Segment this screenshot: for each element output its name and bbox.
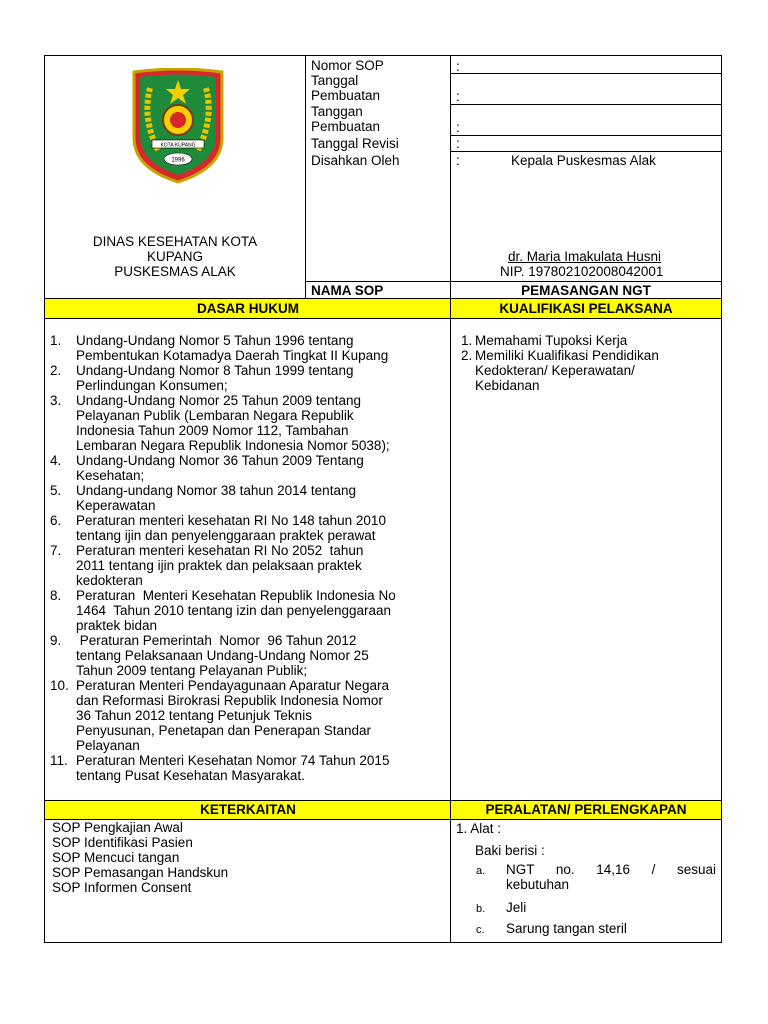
list-item-number: 1. — [461, 333, 473, 348]
nomor-sop-colon: : — [456, 59, 460, 74]
list-item-line: Peraturan Menteri Kesehatan Nomor 74 Tahun 2015 — [76, 753, 390, 768]
disahkan-oleh-label: Disahkan Oleh — [311, 153, 400, 168]
list-item-line: praktek bidan — [76, 618, 158, 633]
kualifikasi-list — [461, 333, 719, 393]
peralatan-item-letter: b. — [476, 903, 486, 915]
list-item-line: Perlindungan Konsumen; — [76, 378, 228, 393]
peralatan-item-letter: c. — [476, 924, 485, 936]
dasar-hukum-list — [50, 333, 450, 783]
baki-label: Baki berisi : — [475, 843, 545, 858]
list-item-number: 3. — [50, 393, 62, 408]
keterkaitan-item: SOP Pengkajian Awal — [52, 820, 183, 835]
list-item-line: 1464 Tahun 2010 tentang izin dan penyelenggaraan — [76, 603, 392, 618]
list-item — [50, 633, 450, 678]
signer-nip: NIP. 197802102008042001 — [500, 264, 664, 279]
list-item-line: tentang ijin dan penyelenggaraan praktek perawat — [76, 528, 376, 543]
list-item-line: Undang-Undang Nomor 25 Tahun 2009 tentang — [76, 393, 361, 408]
list-item-number: 6. — [50, 513, 62, 528]
list-item-line: Memiliki Kualifikasi Pendidikan — [475, 348, 659, 363]
kualifikasi-heading: KUALIFIKASI PELAKSANA — [499, 301, 673, 316]
tanggan-pembuatan-colon: : — [456, 120, 460, 135]
list-item-line: Peraturan menteri kesehatan RI No 2052 tahun — [76, 543, 364, 558]
list-item-line: Peraturan Menteri Kesehatan Republik Indonesia No — [76, 588, 396, 603]
list-item-number: 10. — [50, 678, 69, 693]
list-item — [50, 513, 450, 543]
list-item-line: 36 Tahun 2012 tentang Petunjuk Teknis — [76, 708, 312, 723]
list-item — [50, 483, 450, 513]
list-item-number: 7. — [50, 543, 62, 558]
peralatan-heading: PERALATAN/ PERLENGKAPAN — [485, 802, 687, 817]
list-item-line: Kebidanan — [475, 378, 540, 393]
list-item-line: Peraturan menteri kesehatan RI No 148 tahun 2010 — [76, 513, 386, 528]
list-item-line: tentang Pelaksanaan Undang-Undang Nomor 25 — [76, 648, 369, 663]
list-item — [50, 678, 450, 753]
keterkaitan-list — [52, 820, 228, 895]
tanggal-pembuatan-label2: Pembuatan — [311, 88, 381, 103]
tanggan-pembuatan-label2: Pembuatan — [311, 119, 381, 134]
list-item — [50, 753, 450, 783]
list-item-line: Undang-Undang Nomor 8 Tahun 1999 tentang — [76, 363, 354, 378]
list-item-number: 11. — [50, 753, 68, 768]
nomor-sop-label: Nomor SOP — [311, 58, 384, 73]
tanggal-pembuatan-colon: : — [456, 89, 460, 104]
kota-kupang-logo — [128, 68, 228, 184]
list-item-number: 2. — [50, 363, 62, 378]
list-item-line: 2011 tentang ijin praktek dan pelaksaan praktek — [76, 558, 362, 573]
list-item — [50, 333, 450, 363]
list-item-line: Kesehatan; — [76, 468, 145, 483]
alat-label: 1. Alat : — [456, 821, 502, 836]
peralatan-item: Sarung tangan steril — [506, 921, 627, 936]
list-item-line: tentang Pusat Kesehatan Masyarakat. — [76, 768, 305, 783]
tanggan-pembuatan-label: Tanggan — [311, 104, 363, 119]
list-item-line: Keperawatan — [76, 498, 156, 513]
list-item-number: 1. — [50, 333, 62, 348]
list-item-line: Memahami Tupoksi Kerja — [475, 333, 628, 348]
svg-text:1996: 1996 — [171, 157, 185, 164]
org-name-line3: PUSKESMAS ALAK — [114, 264, 236, 279]
list-item-line: Pelayanan Publik (Lembaran Negara Republik — [76, 408, 354, 423]
list-item — [461, 348, 719, 393]
list-item-line: Penyusunan, Penetapan dan Penerapan Standar — [76, 723, 371, 738]
peralatan-item: Jeli — [506, 900, 527, 915]
list-item — [50, 363, 450, 393]
peralatan-item: NGT no. 14,16 / sesuai — [506, 862, 716, 877]
list-item — [50, 543, 450, 588]
svg-text:KOTA KUPANG: KOTA KUPANG — [160, 142, 196, 149]
disahkan-oleh-value: Kepala Puskesmas Alak — [511, 153, 656, 168]
list-item-line: kedokteran — [76, 573, 143, 588]
list-item-line: Undang-Undang Nomor 5 Tahun 1996 tentang — [76, 333, 354, 348]
keterkaitan-item: SOP Mencuci tangan — [52, 850, 180, 865]
org-name-line1: DINAS KESEHATAN KOTA — [92, 234, 258, 249]
list-item-line: Undang-undang Nomor 38 tahun 2014 tentang — [76, 483, 356, 498]
list-item-line: Pembentukan Kotamadya Daerah Tingkat II Kupang — [76, 348, 389, 363]
tanggal-pembuatan-label: Tanggal — [311, 73, 359, 88]
list-item-line: Lembaran Negara Republik Indonesia Nomor 5038); — [76, 438, 390, 453]
org-name-line2: KUPANG — [146, 249, 203, 264]
list-item-line: Tahun 2009 tentang Pelayanan Publik; — [76, 663, 308, 678]
signer-name: dr. Maria Imakulata Husni — [508, 249, 662, 264]
peralatan-item-letter: a. — [476, 865, 486, 877]
disahkan-oleh-colon: : — [456, 153, 460, 168]
keterkaitan-heading: KETERKAITAN — [200, 802, 296, 817]
list-item-number: 8. — [50, 588, 62, 603]
list-item-line: Kedokteran/ Keperawatan/ — [475, 363, 635, 378]
list-item-line: Indonesia Tahun 2009 Nomor 112, Tambahan — [76, 423, 349, 438]
nama-sop-value: PEMASANGAN NGT — [521, 283, 651, 298]
keterkaitan-item: SOP Identifikasi Pasien — [52, 835, 193, 850]
list-item-number: 5. — [50, 483, 62, 498]
tanggal-revisi-label: Tanggal Revisi — [311, 136, 399, 151]
list-item — [50, 393, 450, 453]
list-item-line: Peraturan Pemerintah Nomor 96 Tahun 2012 — [76, 633, 357, 648]
list-item-number: 9. — [50, 633, 62, 648]
list-item-number: 4. — [50, 453, 62, 468]
dasar-hukum-heading: DASAR HUKUM — [197, 301, 299, 316]
list-item — [50, 588, 450, 633]
keterkaitan-item: SOP Pemasangan Handskun — [52, 865, 229, 880]
list-item-line: Peraturan Menteri Pendayagunaan Aparatur Negara — [76, 678, 389, 693]
list-item-line: dan Reformasi Birokrasi Republik Indonesia Nomor — [76, 693, 383, 708]
keterkaitan-item: SOP Informen Consent — [52, 880, 192, 895]
logo-emblem — [128, 68, 228, 184]
list-item-line: Pelayanan — [76, 738, 140, 753]
nama-sop-label: NAMA SOP — [311, 283, 384, 298]
list-item — [50, 453, 450, 483]
peralatan-item-line2: kebutuhan — [506, 877, 570, 892]
list-item — [461, 333, 719, 348]
tanggal-revisi-colon: : — [456, 136, 460, 151]
list-item-line: Undang-Undang Nomor 36 Tahun 2009 Tentang — [76, 453, 364, 468]
list-item-number: 2. — [461, 348, 473, 363]
